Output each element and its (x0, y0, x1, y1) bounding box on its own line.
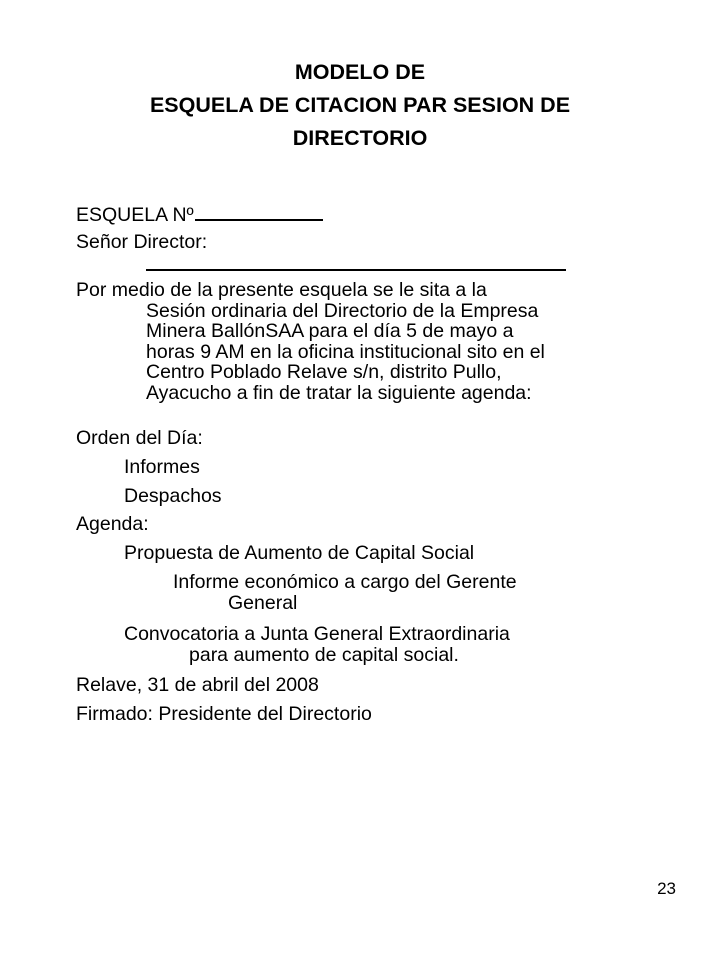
order-item-despachos: Despachos (124, 485, 222, 507)
esquela-label: ESQUELA Nº (76, 204, 194, 226)
agenda-item-2 (173, 572, 517, 613)
signature: Firmado: Presidente del Directorio (76, 703, 372, 725)
director-name-blank (146, 269, 566, 271)
agenda-heading: Agenda: (76, 513, 149, 535)
order-item-informes: Informes (124, 456, 200, 478)
paragraph-line-5: Centro Poblado Relave s/n, distrito Pullo, (146, 361, 502, 383)
agenda-item-3-line-1: Convocatoria a Junta General Extraordinaria (124, 623, 510, 645)
agenda-item-2-line-1: Informe económico a cargo del Gerente (173, 571, 517, 593)
paragraph-line-6: Ayacucho a fin de tratar la siguiente agenda: (146, 381, 532, 404)
agenda-item-1: Propuesta de Aumento de Capital Social (124, 542, 475, 564)
esquela-number-line (76, 204, 323, 227)
page-number: 23 (657, 879, 676, 898)
document-title (60, 56, 660, 155)
title-line-1: MODELO DE (294, 60, 426, 84)
agenda-item-3-line-2: para aumento de capital social. (189, 643, 459, 666)
paragraph-line-2: Sesión ordinaria del Directorio de la Empresa (146, 299, 539, 322)
agenda-item-3 (124, 624, 510, 665)
title-line-3: DIRECTORIO (292, 126, 428, 150)
title-line-2: ESQUELA DE CITACION PAR SESION DE (149, 93, 571, 117)
place-date: Relave, 31 de abril del 2008 (76, 674, 319, 696)
paragraph-line-1: Por medio de la presente esquela se le sita a la (76, 279, 487, 301)
agenda-item-2-line-2: General (228, 591, 298, 614)
summons-paragraph (76, 280, 545, 403)
addressee: Señor Director: (76, 231, 208, 253)
esquela-number-blank (195, 219, 323, 221)
paragraph-line-3: Minera BallónSAA para el día 5 de mayo a (146, 320, 514, 342)
order-of-day-heading: Orden del Día: (76, 427, 203, 449)
paragraph-line-4: horas 9 AM en la oficina institucional sito en el (146, 340, 545, 363)
